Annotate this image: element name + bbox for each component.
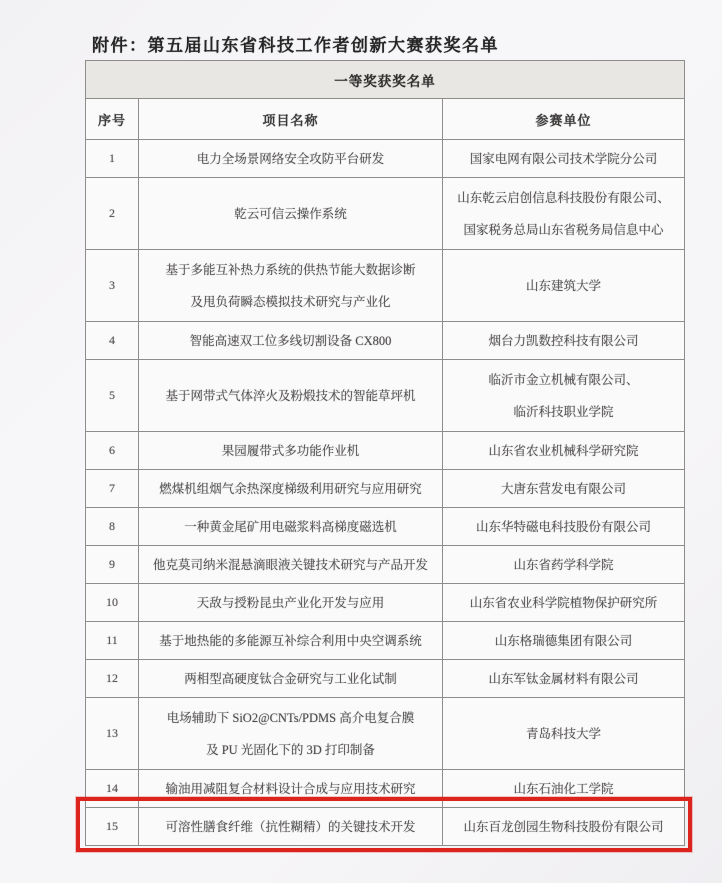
table-row — [86, 360, 685, 432]
participating-unit-line: 山东军钛金属材料有限公司 — [488, 671, 639, 686]
project-name-cell — [139, 360, 443, 432]
award-table-wrapper — [85, 60, 684, 846]
project-name-line: 天敌与授粉昆虫产业化开发与应用 — [196, 595, 385, 610]
project-name-line: 燃煤机组烟气余热深度梯级利用研究与应用研究 — [159, 481, 422, 496]
table-row — [86, 622, 685, 660]
project-name-line: 基于网带式气体淬火及粉煅技术的智能草坪机 — [165, 388, 416, 403]
row-number: 11 — [86, 622, 139, 660]
project-name-line: 一种黄金尾矿用电磁浆料高梯度磁选机 — [184, 519, 397, 534]
project-name-line: 基于地热能的多能源互补综合利用中央空调系统 — [159, 633, 422, 648]
award-table — [85, 60, 685, 846]
row-number: 14 — [86, 770, 139, 808]
project-name-cell — [139, 140, 443, 178]
row-number: 13 — [86, 698, 139, 770]
participating-unit-cell — [443, 178, 685, 250]
participating-unit-line: 山东华特磁电科技股份有限公司 — [476, 519, 652, 534]
project-name-line: 及 PU 光固化下的 3D 打印制备 — [206, 742, 375, 757]
participating-unit-line: 山东省药学科学院 — [513, 557, 614, 572]
participating-unit-line: 山东省农业科学院植物保护研究所 — [469, 595, 658, 610]
row-number: 10 — [86, 584, 139, 622]
participating-unit-cell — [443, 622, 685, 660]
participating-unit-line: 山东百龙创园生物科技股份有限公司 — [463, 819, 664, 834]
participating-unit-line: 青岛科技大学 — [526, 726, 602, 741]
participating-unit-cell — [443, 808, 685, 846]
table-row — [86, 508, 685, 546]
participating-unit-line: 国家税务总局山东省税务局信息中心 — [463, 222, 664, 237]
row-number: 6 — [86, 432, 139, 470]
participating-unit-cell — [443, 698, 685, 770]
section-header: 一等奖获奖名单 — [86, 61, 685, 99]
column-header-project: 项目名称 — [139, 99, 443, 140]
project-name-cell — [139, 178, 443, 250]
participating-unit-line: 山东格瑞德集团有限公司 — [494, 633, 633, 648]
participating-unit-line: 山东乾云启创信息科技股份有限公司、 — [457, 190, 670, 205]
project-name-line: 智能高速双工位多线切割设备 CX800 — [189, 333, 392, 348]
row-number: 8 — [86, 508, 139, 546]
participating-unit-line: 烟台力凯数控科技有限公司 — [488, 333, 639, 348]
project-name-cell — [139, 770, 443, 808]
project-name-cell — [139, 808, 443, 846]
project-name-line: 果园履带式多功能作业机 — [221, 443, 360, 458]
table-row — [86, 698, 685, 770]
participating-unit-cell — [443, 660, 685, 698]
project-name-line: 乾云可信云操作系统 — [234, 206, 347, 221]
row-number: 4 — [86, 322, 139, 360]
project-name-cell — [139, 698, 443, 770]
table-row — [86, 770, 685, 808]
table-section-header-row — [86, 61, 685, 99]
participating-unit-line: 大唐东营发电有限公司 — [501, 481, 627, 496]
table-row — [86, 660, 685, 698]
table-row — [86, 432, 685, 470]
table-row — [86, 178, 685, 250]
participating-unit-cell — [443, 140, 685, 178]
project-name-cell — [139, 622, 443, 660]
row-number: 7 — [86, 470, 139, 508]
project-name-cell — [139, 432, 443, 470]
project-name-line: 他克莫司纳米混悬滴眼液关键技术研究与产品开发 — [152, 557, 428, 572]
project-name-line: 可溶性膳食纤维（抗性糊精）的关键技术开发 — [165, 819, 416, 834]
project-name-cell — [139, 470, 443, 508]
participating-unit-cell — [443, 508, 685, 546]
document-title: 附件：第五届山东省科技工作者创新大赛获奖名单 — [92, 36, 499, 55]
row-number: 9 — [86, 546, 139, 584]
project-name-cell — [139, 322, 443, 360]
project-name-line: 输油用减阻复合材料设计合成与应用技术研究 — [165, 781, 416, 796]
project-name-line: 基于多能互补热力系统的供热节能大数据诊断 — [165, 262, 416, 277]
row-number: 1 — [86, 140, 139, 178]
project-name-cell — [139, 508, 443, 546]
column-header-no: 序号 — [86, 99, 139, 140]
table-row-highlighted — [86, 808, 685, 846]
table-row — [86, 140, 685, 178]
project-name-cell — [139, 250, 443, 322]
participating-unit-cell — [443, 360, 685, 432]
participating-unit-line: 山东石油化工学院 — [513, 781, 614, 796]
table-row — [86, 584, 685, 622]
table-row — [86, 322, 685, 360]
table-column-header-row — [86, 99, 685, 140]
participating-unit-line: 山东建筑大学 — [526, 278, 602, 293]
participating-unit-line: 山东省农业机械科学研究院 — [488, 443, 639, 458]
project-name-line: 及甩负荷瞬态模拟技术研究与产业化 — [190, 294, 391, 309]
participating-unit-cell — [443, 770, 685, 808]
participating-unit-line: 国家电网有限公司技术学院分公司 — [469, 151, 658, 166]
row-number: 15 — [86, 808, 139, 846]
project-name-line: 两相型高硬度钛合金研究与工业化试制 — [184, 671, 397, 686]
participating-unit-cell — [443, 470, 685, 508]
project-name-line: 电场辅助下 SiO2@CNTs/PDMS 高介电复合膜 — [166, 710, 415, 725]
participating-unit-line: 临沂市金立机械有限公司、 — [488, 372, 639, 387]
participating-unit-cell — [443, 546, 685, 584]
project-name-cell — [139, 660, 443, 698]
participating-unit-cell — [443, 322, 685, 360]
project-name-cell — [139, 584, 443, 622]
project-name-cell — [139, 546, 443, 584]
row-number: 5 — [86, 360, 139, 432]
column-header-unit: 参赛单位 — [443, 99, 685, 140]
row-number: 12 — [86, 660, 139, 698]
participating-unit-cell — [443, 584, 685, 622]
table-row — [86, 470, 685, 508]
table-row — [86, 546, 685, 584]
row-number: 3 — [86, 250, 139, 322]
participating-unit-cell — [443, 250, 685, 322]
row-number: 2 — [86, 178, 139, 250]
table-row — [86, 250, 685, 322]
project-name-line: 电力全场景网络安全攻防平台研发 — [196, 151, 385, 166]
participating-unit-cell — [443, 432, 685, 470]
participating-unit-line: 临沂科技职业学院 — [513, 404, 614, 419]
